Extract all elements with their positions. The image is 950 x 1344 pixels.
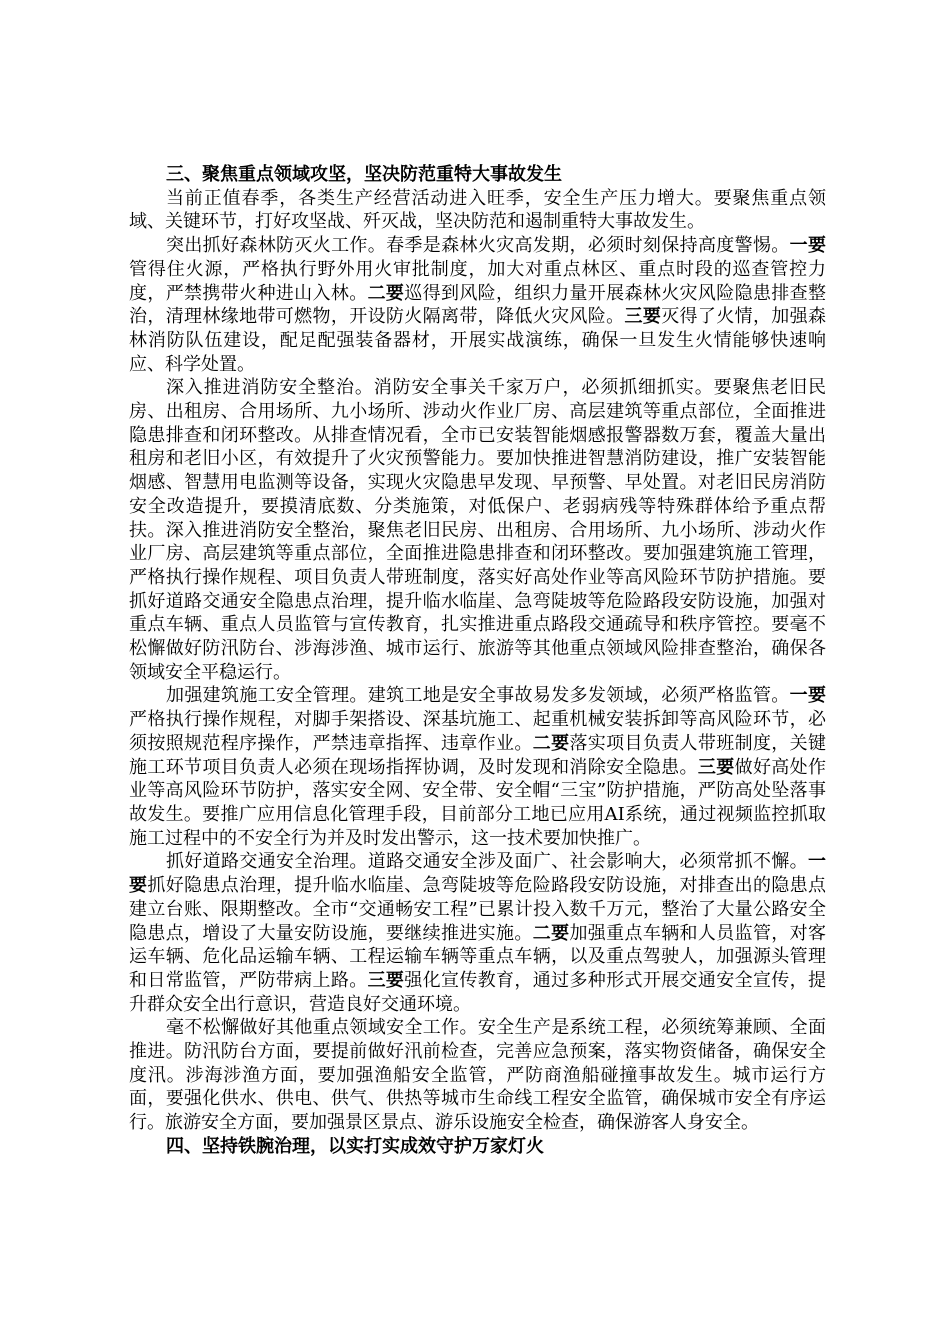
paragraph-text: 落实项目负责人带班制度，关键施工环节项目负责人必须在现场指挥协调，及时发现和消除安全隐患。 bbox=[129, 732, 827, 778]
keyword-third: 三要 bbox=[367, 969, 405, 991]
paragraph-text: 加强建筑施工安全管理。建筑工地是安全事故易发多发领域，必须严格监管。 bbox=[166, 685, 790, 707]
paragraph-text: 加强重点车辆和人员监管，对客运车辆、危化品运输车辆、工程运输车辆等重点车辆，以及重点驾驶人，加强源头管理和日常监管，严防带病上路。 bbox=[129, 922, 827, 991]
keyword-second: 二要 bbox=[532, 732, 570, 754]
keyword-second: 二要 bbox=[367, 282, 405, 304]
paragraph-text: 抓好道路交通安全治理。道路交通安全涉及面广、社会影响大，必须常抓不懈。 bbox=[166, 851, 808, 873]
section-heading-3: 三、聚焦重点领域攻坚，坚决防范重特大事故发生 bbox=[166, 164, 562, 185]
paragraph-intro: 当前正值春季，各类生产经营活动进入旺季，安全生产压力增大。要聚焦重点领域、关键环节，打好攻坚战、歼灭战，坚决防范和遏制重特大事故发生。 bbox=[129, 187, 826, 233]
paragraph-text: 强化宣传教育，通过多种形式开展交通安全宣传，提升群众安全出行意识，营造良好交通环境。 bbox=[129, 969, 827, 1015]
keyword-second: 二要 bbox=[532, 922, 570, 944]
paragraph-text: 突出抓好森林防灭火工作。春季是森林火灾高发期，必须时刻保持高度警惕。 bbox=[166, 235, 790, 257]
paragraph-text: 巡得到风险，组织力量开展森林火灾风险隐患排查整治，清理林缘地带可燃物，开设防火隔离带，降低火灾风险。 bbox=[129, 282, 827, 328]
paragraph-text: 严格执行操作规程，对脚手架搭设、深基坑施工、起重机械安装拆卸等高风险环节，必须按照规范程序操作，严禁违章指挥、违章作业。 bbox=[129, 709, 826, 754]
paragraph-text: 灭得了火情，加强森林消防队伍建设，配足配强装备器材，开展实战演练，确保一旦发生火情能够快速响应、科学处置。 bbox=[129, 306, 826, 375]
document-body bbox=[129, 163, 826, 1159]
paragraph-text: 抓好隐患点治理，提升临水临崖、急弯陡坡等危险路段安防设施，对排查出的隐患点建立台账、限期整改。全市“交通畅安工程”已累计投入数千万元，整治了大量公路安全隐患点，增设了大量安防设施，要继续推进实施。 bbox=[129, 875, 827, 944]
paragraph-construction bbox=[129, 684, 826, 850]
paragraph-forest-fire bbox=[129, 234, 826, 376]
keyword-first: 一要 bbox=[129, 851, 826, 897]
paragraph-other-fields: 毫不松懈做好其他重点领域安全工作。安全生产是系统工程，必须统筹兼顾、全面推进。防汛防台方面，要提前做好汛前检查，完善应急预案，落实物资储备，确保安全度汛。涉海涉渔方面，要加强渔船安全监管，严防商渔船碰撞事故发生。城市运行方面，要强化供水、供电、供气、供热等城市生命线工程安全监管，确保城市安全有序运行。旅游安全方面，要加强景区景点、游乐设施安全检查，确保游客人身安全。 bbox=[129, 1017, 826, 1134]
keyword-first: 一要 bbox=[789, 685, 826, 707]
paragraph-road-traffic bbox=[129, 850, 826, 1016]
paragraph-fire-safety: 深入推进消防安全整治。消防安全事关千家万户，必须抓细抓实。要聚焦老旧民房、出租房、合用场所、九小场所、涉动火作业厂房、高层建筑等重点部位，全面推进隐患排查和闭环整改。从排查情况看，全市已安装智能烟感报警器数万套，覆盖大量出租房和老旧小区，有效提升了火灾预警能力。要加快推进智慧消防建设，推广安装智能烟感、智慧用电监测等设备，实现火灾隐患早发现、早预警、早处置。对老旧民房消防安全改造提升，要摸清底数、分类施策，对低保户、老弱病残等特殊群体给予重点帮扶。深入推进消防安全整治，聚焦老旧民房、出租房、合用场所、九小场所、涉动火作业厂房、高层建筑等重点部位，全面推进隐患排查和闭环整改。要加强建筑施工管理，严格执行操作规程、项目负责人带班制度，落实好高处作业等高风险环节防护措施。要抓好道路交通安全隐患点治理，提升临水临崖、急弯陡坡等危险路段安防设施，加强对重点车辆、重点人员监管与宣传教育，扎实推进重点路段交通疏导和秩序管控。要毫不松懈做好防汛防台、涉海涉渔、城市运行、旅游等其他重点领域风险排查整治，确保各领域安全平稳运行。 bbox=[129, 377, 826, 683]
paragraph-text: 管得住火源，严格执行野外用火审批制度，加大对重点林区、重点时段的巡查管控力度，严禁携带火种进山入林。 bbox=[129, 258, 826, 304]
paragraph-text: 做好高处作业等高风险环节防护，落实安全网、安全带、安全帽“三宝”防护措施，严防高处坠落事故发生。要推广应用信息化管理手段，目前部分工地已应用AI系统，通过视频监控抓取施工过程中的不安全行为并及时发出警示，这一技术要加快推广。 bbox=[129, 756, 826, 849]
keyword-third: 三要 bbox=[697, 756, 735, 778]
keyword-first: 一要 bbox=[789, 235, 826, 257]
section-heading-4: 四、坚持铁腕治理，以实打实成效守护万家灯火 bbox=[166, 1135, 544, 1157]
keyword-third: 三要 bbox=[624, 306, 662, 328]
